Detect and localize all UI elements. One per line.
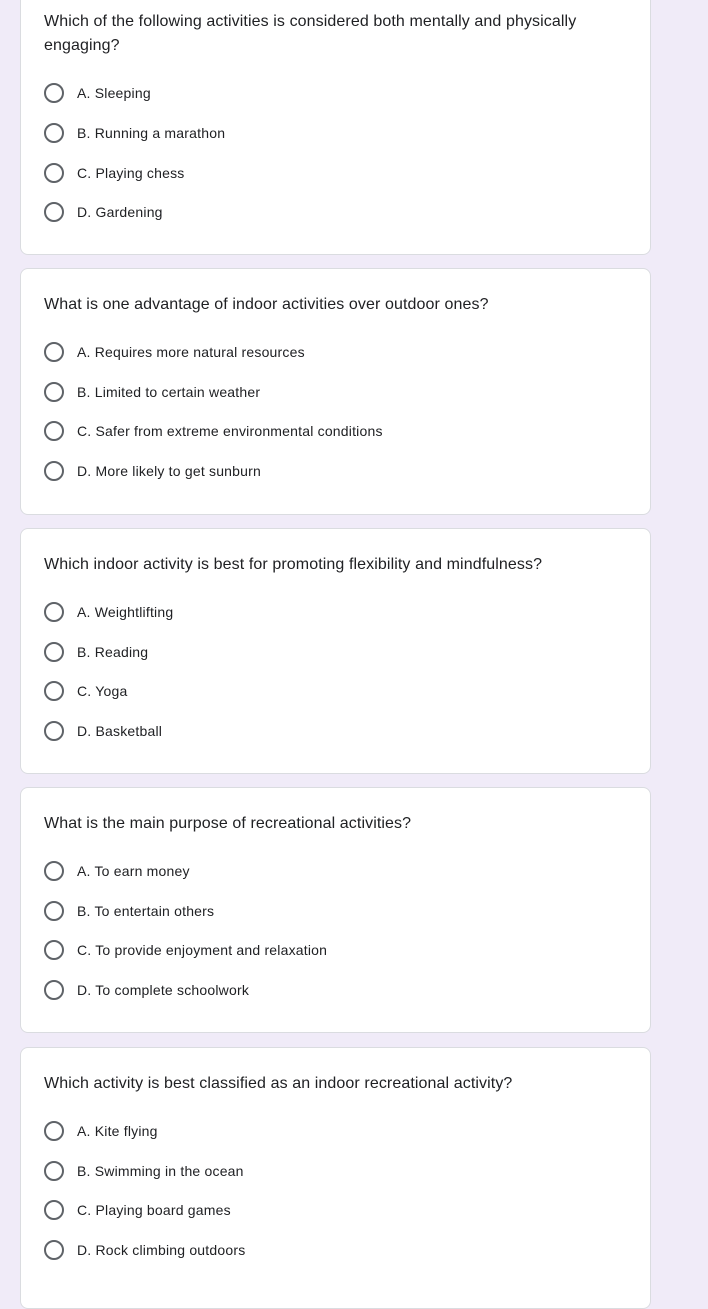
option-label: D. Basketball <box>77 723 163 739</box>
option-label: C. Playing board games <box>77 1202 231 1218</box>
option-d[interactable] <box>44 459 261 483</box>
option-label: D. More likely to get sunburn <box>77 463 261 479</box>
radio-button[interactable] <box>44 1200 64 1220</box>
radio-button[interactable] <box>44 1161 64 1181</box>
question-card-2 <box>20 268 651 515</box>
radio-button[interactable] <box>44 421 64 441</box>
option-b[interactable] <box>44 121 225 145</box>
radio-button[interactable] <box>44 980 64 1000</box>
question-title: What is the main purpose of recreational activities? <box>44 815 412 832</box>
question-title: Which of the following activities is considered both mentally and physically engaging? <box>44 13 577 54</box>
radio-button[interactable] <box>44 602 64 622</box>
option-c[interactable] <box>44 938 327 962</box>
option-label: B. Limited to certain weather <box>77 384 261 400</box>
option-d[interactable] <box>44 719 162 743</box>
radio-button[interactable] <box>44 721 64 741</box>
option-b[interactable] <box>44 1159 244 1183</box>
question-card-3 <box>20 528 651 774</box>
question-title: Which activity is best classified as an indoor recreational activity? <box>44 1075 513 1092</box>
question-card-1 <box>20 0 651 255</box>
option-c[interactable] <box>44 679 127 703</box>
option-label: A. To earn money <box>77 863 190 879</box>
option-c[interactable] <box>44 419 383 443</box>
option-d[interactable] <box>44 978 249 1002</box>
radio-button[interactable] <box>44 901 64 921</box>
option-c[interactable] <box>44 161 184 185</box>
option-b[interactable] <box>44 899 214 923</box>
radio-button[interactable] <box>44 202 64 222</box>
option-label: D. Gardening <box>77 204 163 220</box>
option-a[interactable] <box>44 600 173 624</box>
option-label: B. Running a marathon <box>77 125 226 141</box>
radio-button[interactable] <box>44 382 64 402</box>
option-label: A. Sleeping <box>77 85 151 101</box>
radio-button[interactable] <box>44 123 64 143</box>
question-title: Which indoor activity is best for promoting flexibility and mindfulness? <box>44 556 543 573</box>
option-label: B. To entertain others <box>77 903 215 919</box>
option-a[interactable] <box>44 340 305 364</box>
question-card-4 <box>20 787 651 1033</box>
option-label: C. To provide enjoyment and relaxation <box>77 942 328 958</box>
option-label: B. Swimming in the ocean <box>77 1163 244 1179</box>
question-card-5 <box>20 1047 651 1309</box>
radio-button[interactable] <box>44 940 64 960</box>
option-label: A. Weightlifting <box>77 604 174 620</box>
question-title: What is one advantage of indoor activities over outdoor ones? <box>44 296 489 313</box>
option-b[interactable] <box>44 640 148 664</box>
option-d[interactable] <box>44 200 163 224</box>
radio-button[interactable] <box>44 1121 64 1141</box>
option-label: C. Playing chess <box>77 165 185 181</box>
option-label: D. To complete schoolwork <box>77 982 250 998</box>
radio-button[interactable] <box>44 1240 64 1260</box>
radio-button[interactable] <box>44 642 64 662</box>
option-a[interactable] <box>44 81 151 105</box>
radio-button[interactable] <box>44 681 64 701</box>
radio-button[interactable] <box>44 342 64 362</box>
radio-button[interactable] <box>44 83 64 103</box>
option-label: D. Rock climbing outdoors <box>77 1242 246 1258</box>
radio-button[interactable] <box>44 461 64 481</box>
option-a[interactable] <box>44 859 190 883</box>
option-a[interactable] <box>44 1119 158 1143</box>
option-label: A. Kite flying <box>77 1123 158 1139</box>
option-label: C. Safer from extreme environmental conditions <box>77 423 383 439</box>
option-d[interactable] <box>44 1238 245 1262</box>
option-label: A. Requires more natural resources <box>77 344 305 360</box>
radio-button[interactable] <box>44 163 64 183</box>
option-c[interactable] <box>44 1198 231 1222</box>
option-b[interactable] <box>44 380 260 404</box>
option-label: C. Yoga <box>77 683 128 699</box>
radio-button[interactable] <box>44 861 64 881</box>
option-label: B. Reading <box>77 644 149 660</box>
